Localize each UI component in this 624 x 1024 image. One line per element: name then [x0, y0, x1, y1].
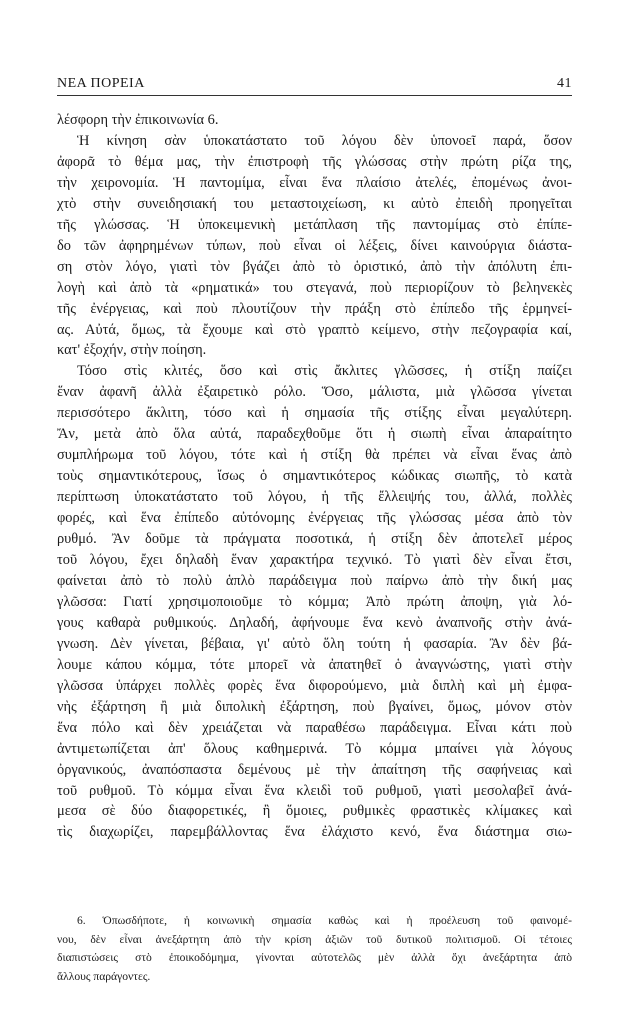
- text-line: λέσφορη τὴν ἐπικοινωνία 6.: [57, 112, 219, 128]
- footnote-line: διαπιστώσεις στὸ ἐποικοδόμημα, γίνονται αὐτοτελῶς μὲν ἀλλὰ ὄχι ἀνεξάρτητα ἀπὸ: [57, 951, 572, 965]
- text-line: γνωση. Δὲν γίνεται, βέβαια, γι' αὐτὸ ὅλη τούτη ἡ φασαρία. Ἂν δὲν βά-: [57, 635, 572, 652]
- text-line: φαίνεται ἀπὸ τὸ πολὺ ἁπλὸ παράδειγμα ποὺ παίρνω ἀπὸ τὴν δική μας: [57, 572, 572, 589]
- text-line: φορές, καὶ ἕνα ἐπίπεδο αὐτόνομης ἐνέργειας τῆς γλώσσας μέσα ἀπὸ τὸν: [57, 510, 572, 527]
- text-line: τῆς ἐνέργειας, καὶ ποὺ πλουτίζουν τὴν πράξη στὸ ἐπίπεδο τῆς ἑρμηνεί-: [57, 300, 572, 317]
- footnote: [57, 912, 572, 987]
- page-number: 41: [557, 76, 572, 91]
- text-line: συμπλήρωμα τοῦ λόγου, τότε καὶ ἡ στίξη θὰ πρέπει νὰ εἶναι ἕνας ἀπὸ: [57, 447, 572, 464]
- text-line: γους καθαρὰ ρυθμικούς. Δηλαδή, ἀφήνουμε ἕνα κενὸ ἀναπνοῆς στὴν ἀνά-: [57, 614, 572, 631]
- text-line: ρυθμό. Ἂν δοῦμε τὰ πράγματα ποσοτικά, ἡ στίξη δὲν ἀποτελεῖ μέρος: [57, 531, 572, 548]
- text-line: ἀφορᾶ τὸ θέμα μας, τὴν ἐπιστροφὴ τῆς γλώσσας στὴν πρώτη ρίζα της,: [57, 153, 572, 170]
- text-line: Ἡ κίνηση σὰν ὑποκατάστατο τοῦ λόγου δὲν ὑπονοεῖ παρά, ὅσον: [77, 132, 572, 149]
- footnote-line: νου, δὲν εἶναι ἀνεξάρτητη ἀπὸ τὴν κρίση ἀξιῶν τοῦ δυτικοῦ πολιτισμοῦ. Οἱ τέτοιες: [57, 932, 572, 946]
- body-text: [57, 110, 572, 843]
- text-line: τὶς διαχωρίζει, παρεμβάλλοντας ἕνα ἐλάχιστο κενό, ἕνα διάστημα σιω-: [57, 824, 572, 841]
- text-line: τοὺς σημαντικότερους, ἴσως ὁ σημαντικότερος κώδικας σιωπῆς, τὸ κατὰ: [57, 468, 572, 485]
- text-line: ὀργανικούς, ἀναπόσπαστα δεμένους μὲ τὴν ἀπαίτηση τῆς σαφήνειας καὶ: [57, 761, 572, 778]
- text-line: ἕνα πόλο καὶ δὲν χρειάζεται νὰ παραθέσω παράδειγμα. Εἶναι κάτι ποὺ: [57, 719, 572, 736]
- text-line: χτὸ στὴν συνειδησιακή του μεταστοιχείωση, κι αὐτὸ ἐπειδὴ προηγεῖται: [57, 195, 572, 212]
- text-line: ση στὸν λόγο, γιατὶ τὸν βγάζει ἀπὸ τὸ ὁριστικό, ἀπὸ τὴν ἀπόλυτη ἐπι-: [57, 258, 572, 275]
- running-header: [57, 76, 572, 92]
- text-line: νὴς ἐξάρτηση ἢ μιὰ διπολικὴ ἐξάρτηση, ποὺ βγαίνει, ὅμως, μόνον στὸν: [57, 698, 572, 715]
- text-line: ας. Αὐτά, ὅμως, τὰ ἔχουμε καὶ στὸ γραπτὸ κείμενο, στὴν πεζογραφία καί,: [57, 321, 572, 338]
- text-line: τοῦ λόγου, ἔχει δηλαδὴ ἕναν χαρακτήρα τεχνικό. Τὸ γιατὶ δὲν εἶναι ἔτσι,: [57, 552, 572, 569]
- text-line: τὴν χειρονομία. Ἡ παντομίμα, εἶναι ἕνα πλαίσιο ἀτελές, ἐπομένως ἀνοι-: [57, 174, 572, 191]
- text-line: κατ' ἐξοχήν, στὴν ποίηση.: [57, 342, 207, 359]
- text-line: τῆς γλώσσας. Ἡ ὑποκειμενικὴ μετάπλαση τῆς παντομίμας στὸ ἐπίπε-: [57, 216, 572, 233]
- text-line: λουμε κάπου κόμμα, τότε μπορεῖ νὰ ἀπατηθεῖ ὁ ἀναγνώστης, γιατὶ στὴν: [57, 656, 572, 673]
- footnote-line: 6. Ὁπωσδήποτε, ἡ κοινωνικὴ σημασία καθὼς καὶ ἡ προέλευση τοῦ φαινομέ-: [77, 914, 572, 927]
- text-line: ἕναν ἀφανῆ ἀλλὰ ἐξαιρετικὸ ρόλο. Ὅσο, μάλιστα, μιὰ γλῶσσα γίνεται: [57, 384, 572, 401]
- text-line: Τόσο στὶς κλιτές, ὅσο καὶ στὶς ἄκλιτες γλῶσσες, ἡ στίξη παίζει: [77, 363, 572, 380]
- text-line: μεσα σὲ δύο διαφορετικές, ἢ ὅμοιες, ρυθμικὲς φραστικὲς κλίμακες καὶ: [57, 803, 572, 820]
- text-line: γλῶσσα: Γιατί χρησιμοποιοῦμε τὸ κόμμα; Ἀπὸ πρώτη ἀποψη, γιὰ λό-: [57, 593, 572, 610]
- text-line: ἀντιμετωπίζεται ἀπ' ὅλους καθημερινά. Τὸ κόμμα μπαίνει γιὰ λόγους: [57, 740, 572, 757]
- text-line: γλῶσσα ὑπάρχει πολλὲς φορὲς ἕνα διφορούμενο, μιὰ διπλὴ καὶ μὴ ἐμφα-: [57, 677, 572, 694]
- header-rule: [57, 95, 572, 96]
- journal-title: ΝΕΑ ΠΟΡΕΙΑ: [57, 76, 145, 91]
- text-line: περίπτωση ὑποκατάστατο τοῦ λόγου, ἡ τῆς ἔλλειψής του, ἀλλά, πολλὲς: [57, 489, 572, 506]
- text-line: Ἄν, μετὰ ἀπὸ ὅλα αὐτά, παραδεχθοῦμε ὅτι ἡ σιωπὴ εἶναι ἀπαραίτητο: [57, 426, 572, 443]
- text-line: δο τῶν ἀφηρημένων τύπων, ποὺ εἶναι οἱ λέξεις, δίνει καινούργια διάστα-: [57, 237, 572, 254]
- text-line: περισσότερο ἄκλιτη, τόσο καὶ ἡ σημασία τῆς στίξης εἶναι μεγαλύτερη.: [57, 405, 572, 422]
- text-line: λογὴ καὶ ἀπὸ τὰ «ρηματικά» του στεγανά, ποὺ περιορίζουν τὸ βεληνεκὲς: [57, 279, 572, 296]
- text-line: τοῦ ρυθμοῦ. Τὸ κόμμα εἶναι ἕνα κλειδὶ τοῦ ρυθμοῦ, γιατὶ μεσολαβεῖ ἀνά-: [57, 782, 572, 799]
- footnote-line: ἄλλους παράγοντες.: [57, 970, 151, 984]
